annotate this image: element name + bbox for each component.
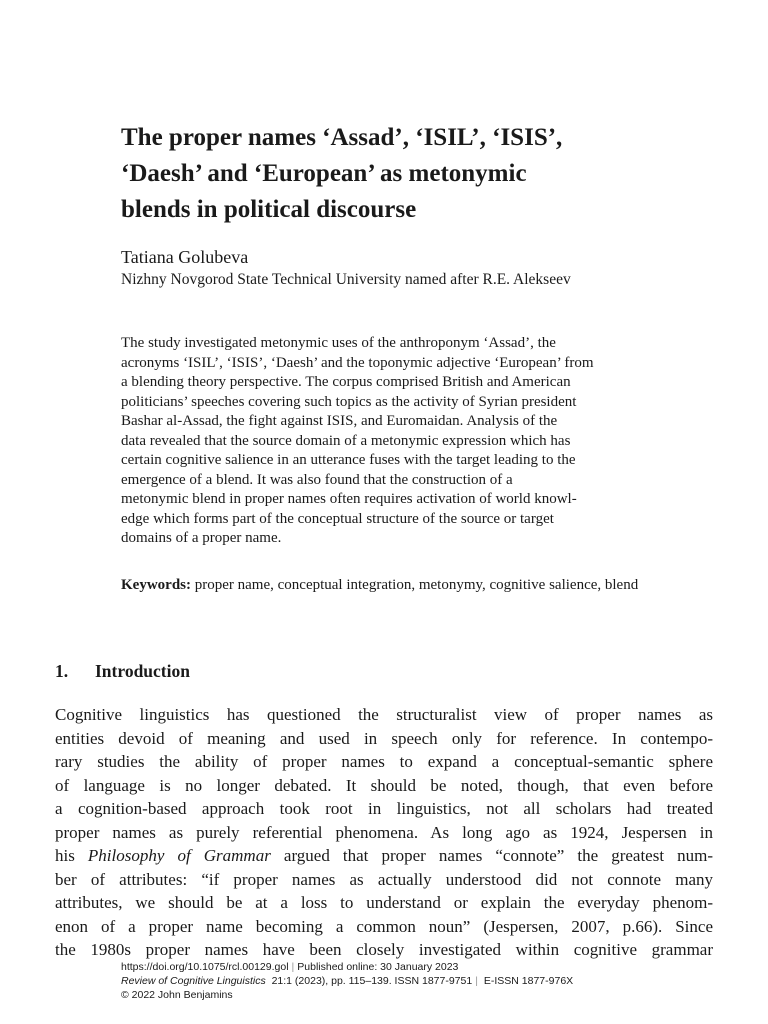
volume-pages: 21:1 (2023), pp. 115–139. xyxy=(265,975,392,987)
keywords-label: Keywords: xyxy=(121,577,191,593)
title-line: The proper names ‘Assad’, ‘ISIL’, ‘ISIS’, xyxy=(121,124,563,151)
section-title: Introduction xyxy=(95,661,190,681)
abstract-line: a blending theory perspective. The corpus comprised British and American xyxy=(121,374,571,390)
abstract-line: edge which forms part of the conceptual structure of the source or target xyxy=(121,510,554,527)
body-line: ber of attributes: “if proper names as actually understood did not connote many xyxy=(55,869,713,889)
abstract-line: Bashar al-Assad, the fight against ISIS, and Euromaidan. Analysis of the xyxy=(121,413,558,429)
body-line: enon of a proper name becoming a common noun” (Jespersen, 2007, p.66). Since xyxy=(55,916,713,936)
footer-line-journal xyxy=(121,974,573,988)
abstract xyxy=(121,334,681,549)
section-heading xyxy=(55,659,190,683)
abstract-line: domains of a proper name. xyxy=(121,530,282,546)
abstract-line: politicians’ speeches covering such topics as the activity of Syrian president xyxy=(121,393,577,410)
body-line: Cognitive linguistics has questioned the structuralist view of proper names as xyxy=(55,705,713,724)
issn: ISSN 1877-9751 xyxy=(391,975,473,987)
body-text-fragment: his xyxy=(55,846,88,865)
published-date: Published online: 30 January 2023 xyxy=(297,961,459,973)
footer-separator: | xyxy=(291,961,295,973)
body-text-fragment: argued that proper names “connote” the greatest num- xyxy=(270,846,714,865)
body-line: proper names as purely referential phenomena. As long ago as 1924, Jespersen in xyxy=(55,822,713,842)
abstract-line: certain cognitive salience in an utterance fuses with the target leading to the xyxy=(121,452,576,468)
article-title xyxy=(121,120,681,228)
body-line: of language is no longer debated. It should be noted, though, that even before xyxy=(55,775,713,795)
eissn: E-ISSN 1877-976X xyxy=(480,975,574,987)
body-line xyxy=(55,844,713,868)
section-number: 1. xyxy=(55,661,69,681)
abstract-line: emergence of a blend. It was also found that the construction of a xyxy=(121,471,513,488)
journal-name: Review of Cognitive Linguistics xyxy=(121,975,266,987)
title-line: ‘Daesh’ and ‘European’ as metonymic xyxy=(121,160,527,187)
footer-separator: | xyxy=(475,975,478,987)
keywords-list: proper name, conceptual integration, metonymy, cognitive salience, blend xyxy=(191,577,639,593)
body-line: rary studies the ability of proper names to expand a conceptual-semantic sphere xyxy=(55,752,713,771)
author-name: Tatiana Golubeva xyxy=(121,247,249,267)
body-text xyxy=(55,703,713,962)
body-line: a cognition-based approach took root in linguistics, not all scholars had treated xyxy=(55,799,713,818)
footer-line-doi xyxy=(121,960,573,974)
title-line: blends in political discourse xyxy=(121,196,417,223)
doi-link[interactable]: https://doi.org/10.1075/rcl.00129.gol xyxy=(121,961,289,973)
book-title: Philosophy of Grammar xyxy=(87,846,271,865)
body-line: entities devoid of meaning and used in speech only for reference. In contempo- xyxy=(55,728,713,748)
abstract-line: metonymic blend in proper names often requires activation of world knowl- xyxy=(121,491,577,507)
abstract-line: data revealed that the source domain of a metonymic expression which has xyxy=(121,432,571,449)
abstract-line: acronyms ‘ISIL’, ‘ISIS’, ‘Daesh’ and the toponymic adjective ‘European’ from xyxy=(121,354,594,371)
copyright: © 2022 John Benjamins xyxy=(121,989,233,1001)
body-line: the 1980s proper names have been closely investigated within cognitive grammar xyxy=(55,940,713,959)
author-affiliation: Nizhny Novgorod State Technical University named after R.E. Alekseev xyxy=(121,271,571,288)
page-footer xyxy=(121,960,573,1002)
body-line: attributes, we should be at a loss to understand or explain the everyday phenom- xyxy=(55,893,713,912)
keywords xyxy=(121,575,681,595)
abstract-line: The study investigated metonymic uses of the anthroponym ‘Assad’, the xyxy=(121,335,556,351)
